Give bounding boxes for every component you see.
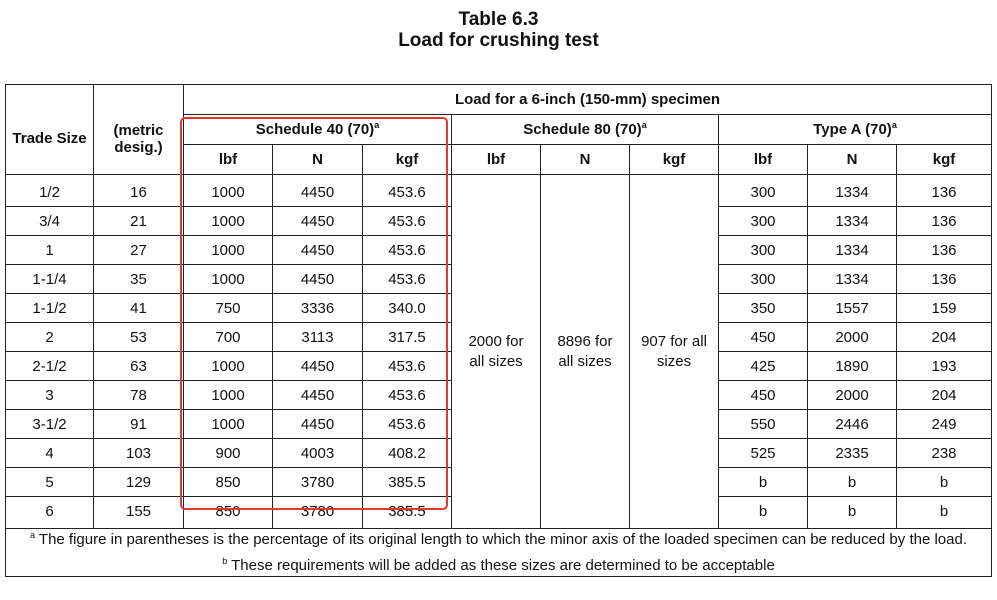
s80-n-merged-cell: 8896 for all sizes — [541, 175, 630, 529]
unit-header-n: N — [808, 145, 897, 175]
footnote-mark: b — [222, 556, 228, 566]
metric-cell: 91 — [94, 410, 184, 439]
footnote-a — [6, 529, 991, 550]
type-a-lbf-cell: 300 — [719, 236, 808, 265]
type-a-kgf-cell: 159 — [897, 294, 992, 323]
metric-designation-header: (metric desig.) — [94, 85, 184, 175]
s40-lbf-cell: 1000 — [184, 265, 273, 294]
s40-lbf-cell: 700 — [184, 323, 273, 352]
type-a-n-cell: b — [808, 468, 897, 497]
type-a-kgf-cell: b — [897, 468, 992, 497]
metric-cell: 155 — [94, 497, 184, 529]
type-a-n-cell: 1334 — [808, 175, 897, 207]
type-a-kgf-cell: 193 — [897, 352, 992, 381]
s40-kgf-cell: 385.5 — [363, 497, 452, 529]
trade-size-cell: 3-1/2 — [6, 410, 94, 439]
s40-n-cell: 4450 — [273, 207, 363, 236]
metric-cell: 27 — [94, 236, 184, 265]
type-a-n-cell: 2335 — [808, 439, 897, 468]
metric-cell: 35 — [94, 265, 184, 294]
trade-size-cell: 2-1/2 — [6, 352, 94, 381]
trade-size-cell: 3 — [6, 381, 94, 410]
type-a-lbf-cell: 300 — [719, 207, 808, 236]
type-a-header — [719, 115, 992, 145]
type-a-lbf-cell: 450 — [719, 323, 808, 352]
s40-n-cell: 4450 — [273, 410, 363, 439]
type-a-n-cell: 1334 — [808, 236, 897, 265]
group-label: Schedule 40 (70) — [255, 121, 375, 138]
footnotes — [6, 529, 992, 577]
table-row — [6, 175, 992, 207]
type-a-n-cell: 2000 — [808, 323, 897, 352]
type-a-n-cell: 1890 — [808, 352, 897, 381]
s40-lbf-cell: 1000 — [184, 236, 273, 265]
table-title — [0, 9, 997, 51]
s40-lbf-cell: 1000 — [184, 352, 273, 381]
table-number: Table 6.3 — [458, 9, 539, 30]
type-a-lbf-cell: 300 — [719, 265, 808, 294]
trade-size-cell: 5 — [6, 468, 94, 497]
unit-header-lbf: lbf — [184, 145, 273, 175]
trade-size-cell: 1/2 — [6, 175, 94, 207]
unit-header-kgf: kgf — [630, 145, 719, 175]
type-a-lbf-cell: b — [719, 497, 808, 529]
s40-kgf-cell: 453.6 — [363, 207, 452, 236]
s40-n-cell: 3336 — [273, 294, 363, 323]
metric-cell: 21 — [94, 207, 184, 236]
unit-header-n: N — [273, 145, 363, 175]
trade-size-header: Trade Size — [6, 85, 94, 175]
footnote-text: The figure in parentheses is the percentage of its original length to which the minor axis of the loaded specimen can be reduced by the load. — [38, 531, 967, 548]
crushing-load-table — [5, 84, 992, 577]
type-a-kgf-cell: 204 — [897, 381, 992, 410]
trade-size-cell: 3/4 — [6, 207, 94, 236]
footnote-ref: a — [891, 120, 897, 130]
type-a-lbf-cell: b — [719, 468, 808, 497]
type-a-kgf-cell: 238 — [897, 439, 992, 468]
footnote-text: These requirements will be added as these sizes are determined to be acceptable — [231, 557, 775, 574]
trade-size-cell: 1 — [6, 236, 94, 265]
load-header: Load for a 6-inch (150-mm) specimen — [184, 85, 992, 115]
type-a-kgf-cell: 136 — [897, 175, 992, 207]
type-a-lbf-cell: 450 — [719, 381, 808, 410]
type-a-n-cell: b — [808, 497, 897, 529]
unit-header-kgf: kgf — [363, 145, 452, 175]
trade-size-cell: 6 — [6, 497, 94, 529]
s40-n-cell: 3780 — [273, 497, 363, 529]
unit-header-lbf: lbf — [719, 145, 808, 175]
type-a-lbf-cell: 425 — [719, 352, 808, 381]
s40-kgf-cell: 453.6 — [363, 381, 452, 410]
s40-kgf-cell: 453.6 — [363, 352, 452, 381]
metric-cell: 103 — [94, 439, 184, 468]
s80-lbf-merged-cell: 2000 for all sizes — [452, 175, 541, 529]
s40-kgf-cell: 453.6 — [363, 236, 452, 265]
metric-cell: 78 — [94, 381, 184, 410]
s40-n-cell: 4003 — [273, 439, 363, 468]
s40-n-cell: 4450 — [273, 175, 363, 207]
footnote-b — [6, 555, 991, 576]
type-a-kgf-cell: 136 — [897, 265, 992, 294]
s40-lbf-cell: 1000 — [184, 381, 273, 410]
type-a-n-cell: 1334 — [808, 265, 897, 294]
type-a-lbf-cell: 300 — [719, 175, 808, 207]
s40-n-cell: 4450 — [273, 352, 363, 381]
metric-cell: 16 — [94, 175, 184, 207]
metric-cell: 41 — [94, 294, 184, 323]
s40-lbf-cell: 850 — [184, 468, 273, 497]
s40-kgf-cell: 317.5 — [363, 323, 452, 352]
s40-n-cell: 3780 — [273, 468, 363, 497]
type-a-kgf-cell: 249 — [897, 410, 992, 439]
unit-header-n: N — [541, 145, 630, 175]
s40-lbf-cell: 850 — [184, 497, 273, 529]
metric-cell: 63 — [94, 352, 184, 381]
type-a-n-cell: 1557 — [808, 294, 897, 323]
trade-size-cell: 4 — [6, 439, 94, 468]
footnote-ref: a — [374, 120, 380, 130]
s40-n-cell: 4450 — [273, 381, 363, 410]
type-a-kgf-cell: b — [897, 497, 992, 529]
s40-n-cell: 3113 — [273, 323, 363, 352]
s80-kgf-merged-cell: 907 for all sizes — [630, 175, 719, 529]
type-a-n-cell: 2446 — [808, 410, 897, 439]
type-a-kgf-cell: 204 — [897, 323, 992, 352]
type-a-n-cell: 1334 — [808, 207, 897, 236]
footnote-ref: a — [641, 120, 647, 130]
s40-lbf-cell: 1000 — [184, 410, 273, 439]
schedule-80-header — [452, 115, 719, 145]
s40-kgf-cell: 408.2 — [363, 439, 452, 468]
unit-header-kgf: kgf — [897, 145, 992, 175]
schedule-40-header — [184, 115, 452, 145]
s40-lbf-cell: 1000 — [184, 207, 273, 236]
s40-kgf-cell: 385.5 — [363, 468, 452, 497]
s40-kgf-cell: 453.6 — [363, 265, 452, 294]
s40-lbf-cell: 1000 — [184, 175, 273, 207]
trade-size-cell: 1-1/4 — [6, 265, 94, 294]
footnote-mark: a — [30, 530, 36, 540]
type-a-kgf-cell: 136 — [897, 207, 992, 236]
s40-lbf-cell: 750 — [184, 294, 273, 323]
unit-header-lbf: lbf — [452, 145, 541, 175]
group-label: Type A (70) — [813, 121, 892, 138]
metric-cell: 129 — [94, 468, 184, 497]
trade-size-cell: 2 — [6, 323, 94, 352]
s40-kgf-cell: 340.0 — [363, 294, 452, 323]
type-a-lbf-cell: 350 — [719, 294, 808, 323]
type-a-n-cell: 2000 — [808, 381, 897, 410]
group-label: Schedule 80 (70) — [523, 121, 642, 138]
s40-kgf-cell: 453.6 — [363, 175, 452, 207]
type-a-lbf-cell: 525 — [719, 439, 808, 468]
s40-n-cell: 4450 — [273, 236, 363, 265]
type-a-kgf-cell: 136 — [897, 236, 992, 265]
metric-cell: 53 — [94, 323, 184, 352]
trade-size-cell: 1-1/2 — [6, 294, 94, 323]
table-caption: Load for crushing test — [398, 30, 599, 51]
s40-n-cell: 4450 — [273, 265, 363, 294]
s40-lbf-cell: 900 — [184, 439, 273, 468]
s40-kgf-cell: 453.6 — [363, 410, 452, 439]
type-a-lbf-cell: 550 — [719, 410, 808, 439]
